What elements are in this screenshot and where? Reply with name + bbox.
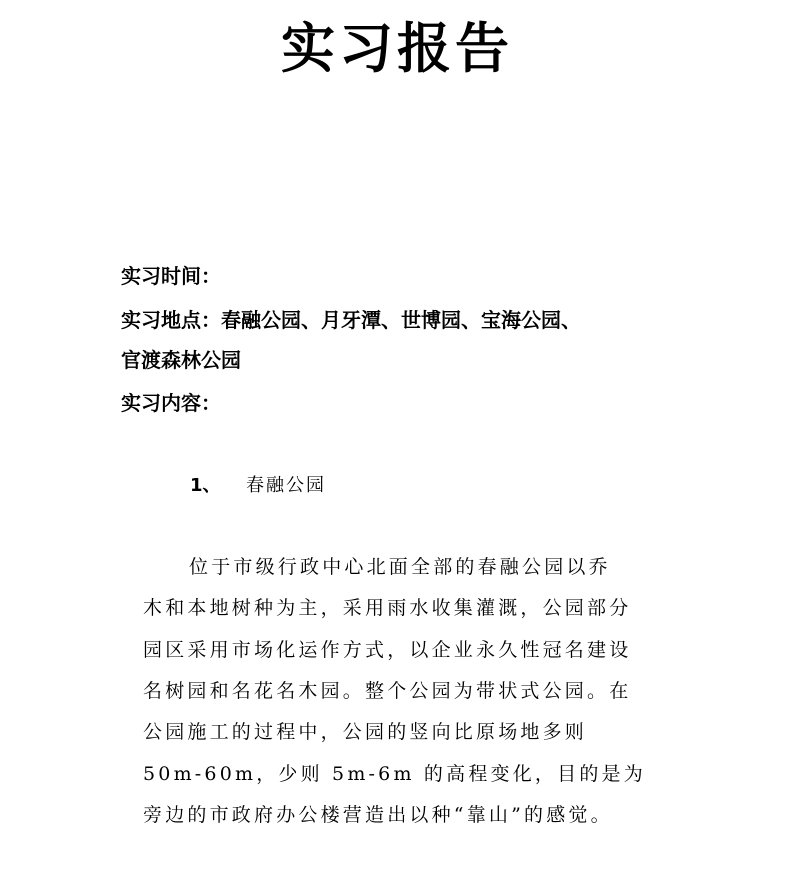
section-number: 1、: [190, 475, 221, 496]
internship-location-line-2: 官渡森林公园: [121, 348, 241, 372]
document-title: 实习报告: [281, 17, 513, 80]
section-name: 春融公园: [246, 475, 326, 496]
paragraph-line: 位于市级行政中心北面全部的春融公园以乔: [189, 556, 611, 578]
paragraph-line: 旁边的市政府办公楼营造出以种“靠山”的感觉。: [143, 804, 613, 826]
paragraph-line: 50m-60m，少则 5m-6m 的高程变化，目的是为: [143, 763, 646, 785]
internship-time-label: 实习时间：: [121, 264, 221, 288]
internship-location-line-1: 实习地点：春融公园、月牙潭、世博园、宝海公园、: [121, 308, 581, 332]
internship-content-label: 实习内容：: [121, 391, 221, 415]
paragraph-line: 名树园和名花名木园。整个公园为带状式公园。在: [143, 680, 632, 702]
paragraph-line: 木和本地树种为主，采用雨水收集灌溉，公园部分: [143, 597, 632, 619]
section-heading: [190, 473, 326, 499]
paragraph-line: 园区采用市场化运作方式，以企业永久性冠名建设: [143, 639, 632, 661]
paragraph-line: 公园施工的过程中，公园的竖向比原场地多则: [143, 721, 588, 743]
